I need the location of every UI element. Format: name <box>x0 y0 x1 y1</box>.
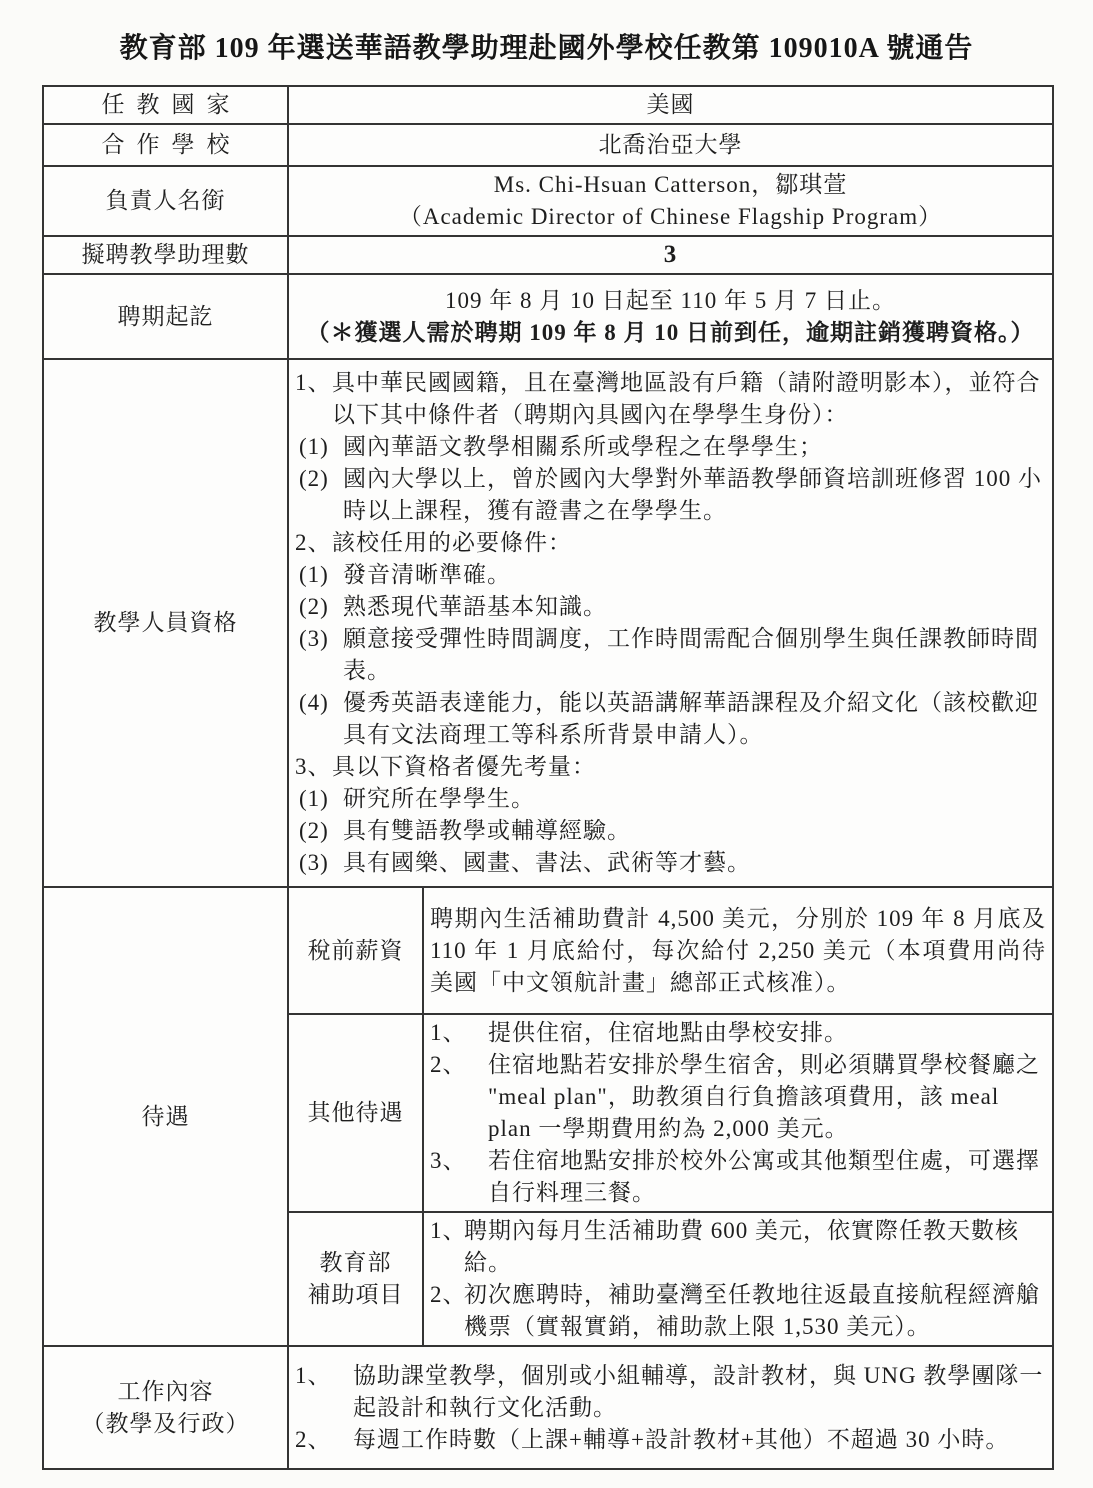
list-item <box>295 527 1046 559</box>
table-row <box>43 166 1053 236</box>
contact-title: （Academic Director of Chinese Flagship Program） <box>398 204 943 229</box>
list-item-marker: (1) <box>299 434 329 459</box>
list-item <box>299 559 1046 591</box>
moe-subsidy-list <box>423 1212 1053 1346</box>
list-item-text: 國內大學以上，曾於國內大學對外華語教學師資培訓班修習 100 小時以上課程，獲有證書之在學學生。 <box>343 466 1042 523</box>
list-item-marker: 1、 <box>295 370 332 395</box>
list-item <box>295 367 1046 431</box>
list-item-marker: 2、 <box>430 1052 467 1077</box>
list-item-text: 若住宿地點安排於校外公寓或其他類型住處，可選擇自行料理三餐。 <box>488 1148 1040 1205</box>
list-item-text: 每週工作時數（上課+輔導+設計教材+其他）不超過 30 小時。 <box>353 1426 1010 1452</box>
list-item <box>430 1049 1046 1145</box>
list-item <box>299 591 1046 623</box>
list-item <box>299 815 1046 847</box>
list-item-text: 具有國樂、國畫、書法、武術等才藝。 <box>343 850 751 875</box>
list-item-text: 住宿地點若安排於學生宿舍，則必須購買學校餐廳之 "meal plan"，助教須自行負擔該項費用，該 meal plan 一學期費用約為 2,000 美元。 <box>488 1052 1040 1141</box>
value-headcount: 3 <box>288 236 1053 274</box>
value-contact-person <box>288 166 1053 236</box>
contact-name: Ms. Chi-Hsuan Catterson，鄒琪萱 <box>493 172 848 197</box>
list-item-text: 提供住宿，住宿地點由學校安排。 <box>488 1020 848 1045</box>
list-item-text: 初次應聘時，補助臺灣至任教地往返最直接航程經濟艙機票（實報實銷，補助款上限 1,530 美元）。 <box>464 1282 1040 1339</box>
label-employment-period: 聘期起訖 <box>43 274 288 359</box>
label-duties: 工作內容 （教學及行政） <box>43 1346 288 1469</box>
table-row <box>43 274 1053 359</box>
list-item-marker: 1、 <box>295 1362 332 1388</box>
value-teaching-country: 美國 <box>288 86 1053 124</box>
list-item-text: 具以下資格者優先考量： <box>332 754 596 779</box>
list-item-marker: (1) <box>299 562 329 587</box>
table-row <box>43 236 1053 274</box>
label-headcount: 擬聘教學助理數 <box>43 236 288 274</box>
label-pretax-salary: 稅前薪資 <box>288 887 423 1014</box>
list-item <box>430 1145 1046 1209</box>
value-employment-period <box>288 274 1053 359</box>
list-item-marker: (1) <box>299 786 329 811</box>
announcement-table <box>42 85 1054 1470</box>
list-item-text: 研究所在學學生。 <box>343 786 535 811</box>
list-item <box>430 1215 1046 1279</box>
table-row <box>43 359 1053 887</box>
list-item <box>430 1017 1046 1049</box>
period-dates: 109 年 8 月 10 日起至 110 年 5 月 7 日止。 <box>445 287 896 313</box>
list-item <box>295 1360 1046 1424</box>
list-item-marker: (2) <box>299 466 329 491</box>
list-item-marker: (2) <box>299 594 329 619</box>
period-note: （＊獲選人需於聘期 109 年 8 月 10 日前到任，逾期註銷獲聘資格。） <box>306 319 1035 345</box>
list-item-marker: 1、 <box>430 1020 467 1045</box>
list-item <box>299 463 1046 527</box>
other-benefits-list <box>423 1014 1053 1212</box>
list-item-marker: 1、 <box>430 1218 467 1243</box>
value-pretax-salary: 聘期內生活補助費計 4,500 美元，分別於 109 年 8 月底及 110 年 1 月底給付，每次給付 2,250 美元（本項費用尚待美國「中文領航計畫」總部正式核准）。 <box>423 887 1053 1014</box>
list-item-marker: (4) <box>299 690 329 715</box>
list-item-text: 熟悉現代華語基本知識。 <box>343 594 607 619</box>
duties-list <box>288 1346 1053 1469</box>
table-row <box>43 1346 1053 1469</box>
label-qualifications: 教學人員資格 <box>43 359 288 887</box>
list-item-text: 具中華民國國籍，且在臺灣地區設有戶籍（請附證明影本），並符合以下其中條件者（聘期內具國內在學學生身份）： <box>332 370 1041 427</box>
list-item-text: 發音清晰準確。 <box>343 562 511 587</box>
list-item <box>299 623 1046 687</box>
list-item <box>295 1424 1046 1456</box>
list-item-marker: 2、 <box>295 1426 332 1452</box>
list-item-text: 願意接受彈性時間調度，工作時間需配合個別學生與任課教師時間表。 <box>343 626 1039 683</box>
list-item-text: 國內華語文教學相關系所或學程之在學學生； <box>343 434 823 459</box>
label-moe-subsidy: 教育部 補助項目 <box>288 1212 423 1346</box>
qualifications-list <box>288 359 1053 887</box>
list-item-text: 協助課堂教學，個別或小組輔導，設計教材，與 UNG 教學團隊一起設計和執行文化活動。 <box>353 1362 1044 1420</box>
list-item-marker: 3、 <box>430 1148 467 1173</box>
table-row <box>43 86 1053 124</box>
label-teaching-country: 任教國家 <box>43 86 288 124</box>
list-item <box>299 783 1046 815</box>
table-row <box>43 124 1053 166</box>
list-item <box>299 687 1046 751</box>
list-item-marker: 2、 <box>295 530 332 555</box>
list-item-marker: 2、 <box>430 1282 467 1307</box>
list-item-text: 聘期內每月生活補助費 600 美元，依實際任教天數核給。 <box>464 1218 1019 1275</box>
label-contact-person: 負責人名銜 <box>43 166 288 236</box>
list-item-marker: (3) <box>299 626 329 651</box>
list-item-marker: (3) <box>299 850 329 875</box>
label-compensation: 待遇 <box>43 887 288 1346</box>
label-other-benefits: 其他待遇 <box>288 1014 423 1212</box>
list-item-marker: (2) <box>299 818 329 843</box>
list-item-text: 該校任用的必要條件： <box>332 530 572 555</box>
list-item-marker: 3、 <box>295 754 332 779</box>
list-item <box>299 431 1046 463</box>
document-title: 教育部 109 年選送華語教學助理赴國外學校任教第 109010A 號通告 <box>119 33 974 64</box>
list-item <box>295 751 1046 783</box>
value-partner-school: 北喬治亞大學 <box>288 124 1053 166</box>
list-item-text: 優秀英語表達能力，能以英語講解華語課程及介紹文化（該校歡迎具有文法商理工等科系所背景申請人）。 <box>343 690 1039 747</box>
list-item <box>430 1279 1046 1343</box>
label-partner-school: 合作學校 <box>43 124 288 166</box>
list-item-text: 具有雙語教學或輔導經驗。 <box>343 818 631 843</box>
list-item <box>299 847 1046 879</box>
table-row <box>43 887 1053 1014</box>
